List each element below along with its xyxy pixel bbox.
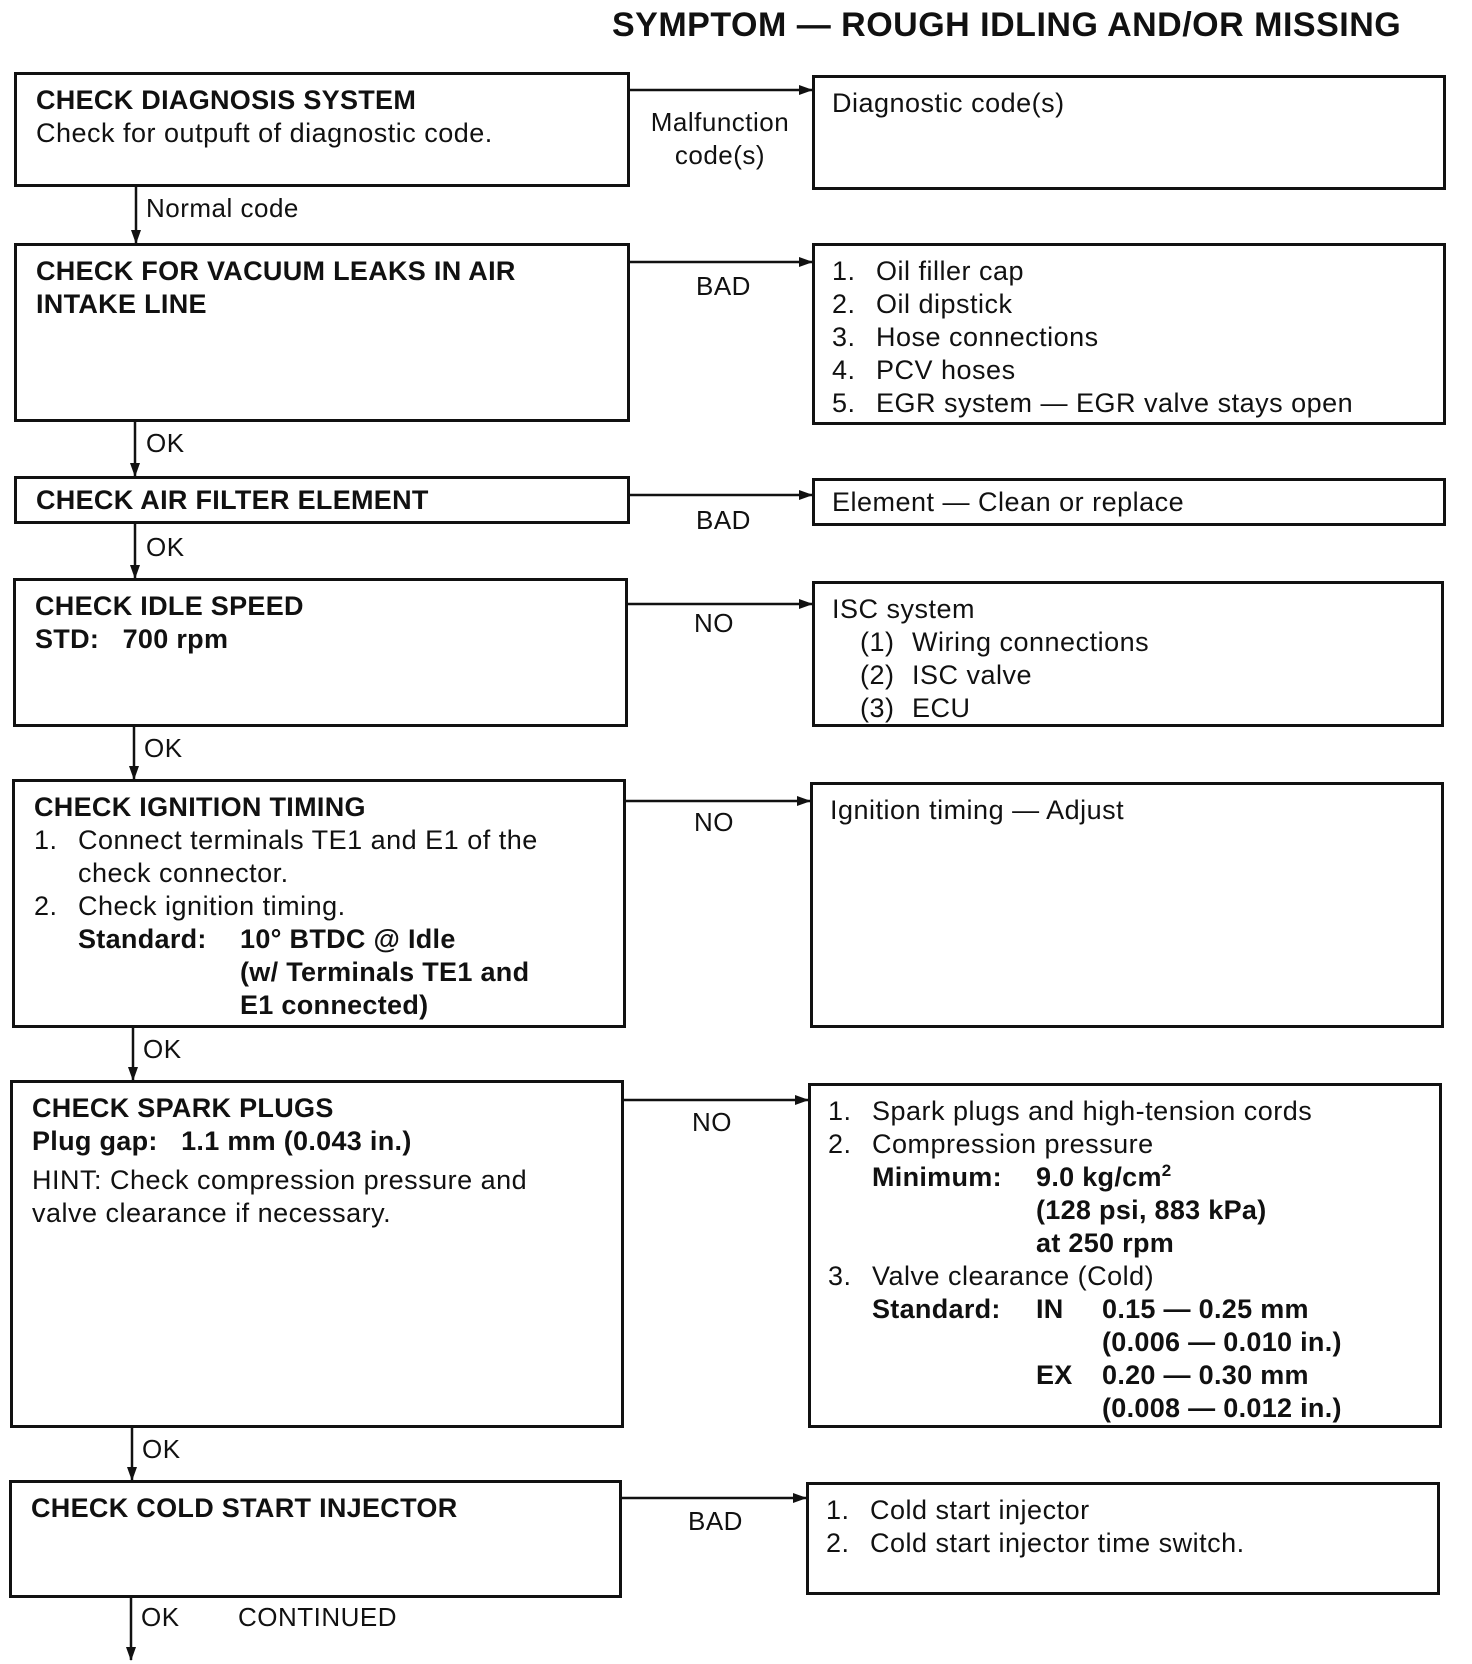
step-heading: CHECK DIAGNOSIS SYSTEM — [36, 85, 417, 115]
list-item: 1. Connect terminals TE1 and E1 of the — [34, 825, 538, 855]
next-label: OK — [142, 1434, 181, 1464]
list-item: 2. Oil dipstick — [832, 289, 1013, 319]
list-item: 3. Valve clearance (Cold) — [828, 1261, 1155, 1291]
step-heading: CHECK COLD START INJECTOR — [31, 1493, 458, 1523]
branch-label: BAD — [696, 271, 751, 301]
next-label: Normal code — [146, 193, 299, 223]
branch-label: BAD — [696, 505, 751, 535]
next-label: OK — [141, 1602, 180, 1632]
step-heading-line1: CHECK FOR VACUUM LEAKS IN AIR — [36, 256, 516, 286]
step-spark-plugs-box — [10, 1080, 624, 1428]
branch-label: NO — [694, 807, 734, 837]
result-spark-compression-box — [808, 1083, 1442, 1428]
compression-minimum: Minimum: 9.0 $kg/cm^2$ — [872, 1161, 1172, 1192]
step-heading: CHECK SPARK PLUGS — [32, 1093, 334, 1123]
list-item: 1. Cold start injector — [826, 1495, 1090, 1525]
next-label: OK — [143, 1034, 182, 1064]
result-text: Element — Clean or replace — [832, 487, 1185, 517]
list-item: 4. PCV hoses — [832, 355, 1016, 385]
result-vacuum-leak-sources-box — [812, 243, 1446, 425]
valve-clearance-ex: EX 0.20 — 0.30 mm — [1036, 1360, 1309, 1390]
step-body: Check for outpuft of diagnostic code. — [36, 118, 493, 148]
list-item: 2. Check ignition timing. — [34, 891, 346, 921]
page-title: SYMPTOM — ROUGH IDLING AND/OR MISSING — [612, 6, 1402, 44]
step-air-filter-box — [14, 476, 630, 524]
branch-label: NO — [692, 1107, 732, 1137]
ignition-standard-line2: (w/ Terminals TE1 and — [240, 957, 530, 987]
hint-line1: HINT: Check compression pressure and — [32, 1165, 528, 1195]
step-heading: CHECK IDLE SPEED — [35, 591, 304, 621]
list-item: 1. Oil filler cap — [832, 256, 1025, 286]
valve-clearance-in: Standard: IN 0.15 — 0.25 mm — [872, 1294, 1309, 1324]
result-title: ISC system — [832, 594, 976, 624]
ignition-standard: Standard: 10° BTDC @ Idle — [78, 924, 456, 954]
list-item: (3) ECU — [860, 693, 971, 723]
step-heading-line2: INTAKE LINE — [36, 289, 207, 319]
result-ignition-adjust-box — [810, 782, 1444, 1028]
result-text: Ignition timing — Adjust — [830, 795, 1125, 825]
step-check-diagnosis-box — [14, 72, 630, 187]
step-vacuum-leaks-box — [14, 243, 630, 422]
next-label: OK — [146, 428, 185, 458]
branch-label: NO — [694, 608, 734, 638]
result-cold-start-box — [806, 1482, 1440, 1595]
list-item: 3. Hose connections — [832, 322, 1099, 352]
result-text: Diagnostic code(s) — [832, 88, 1065, 118]
list-item: 1. Spark plugs and high-tension cords — [828, 1096, 1313, 1126]
idle-speed-standard: STD: 700 rpm — [35, 624, 229, 654]
list-item-continued: check connector. — [78, 858, 289, 888]
hint-line2: valve clearance if necessary. — [32, 1198, 392, 1228]
list-item: (1) Wiring connections — [860, 627, 1150, 657]
step-idle-speed-box — [13, 578, 628, 727]
ignition-standard-line3: E1 connected) — [240, 990, 429, 1020]
result-diagnostic-codes-box — [812, 75, 1446, 190]
compression-minimum-line2: (128 psi, 883 kPa) — [1036, 1195, 1267, 1225]
next-label: OK — [144, 733, 183, 763]
list-item: 5. EGR system — EGR valve stays open — [832, 388, 1354, 418]
step-heading: CHECK IGNITION TIMING — [34, 792, 366, 822]
step-ignition-timing-box — [12, 779, 626, 1028]
result-isc-system-box — [812, 581, 1444, 727]
branch-label: BAD — [688, 1506, 743, 1536]
step-heading: CHECK AIR FILTER ELEMENT — [36, 485, 429, 515]
list-item: 2. Compression pressure — [828, 1129, 1154, 1159]
next-label: OK — [146, 532, 185, 562]
valve-clearance-in-line2: (0.006 — 0.010 in.) — [1102, 1327, 1342, 1357]
list-item: (2) ISC valve — [860, 660, 1033, 690]
continued-label: CONTINUED — [238, 1602, 398, 1632]
compression-minimum-line3: at 250 rpm — [1036, 1228, 1175, 1258]
plug-gap: Plug gap: 1.1 mm (0.043 in.) — [32, 1126, 412, 1156]
step-cold-start-injector-box — [9, 1480, 622, 1598]
branch-label: Malfunction code(s) — [650, 107, 790, 170]
valve-clearance-ex-line2: (0.008 — 0.012 in.) — [1102, 1393, 1342, 1423]
result-air-filter-box — [812, 478, 1446, 526]
list-item: 2. Cold start injector time switch. — [826, 1528, 1245, 1558]
